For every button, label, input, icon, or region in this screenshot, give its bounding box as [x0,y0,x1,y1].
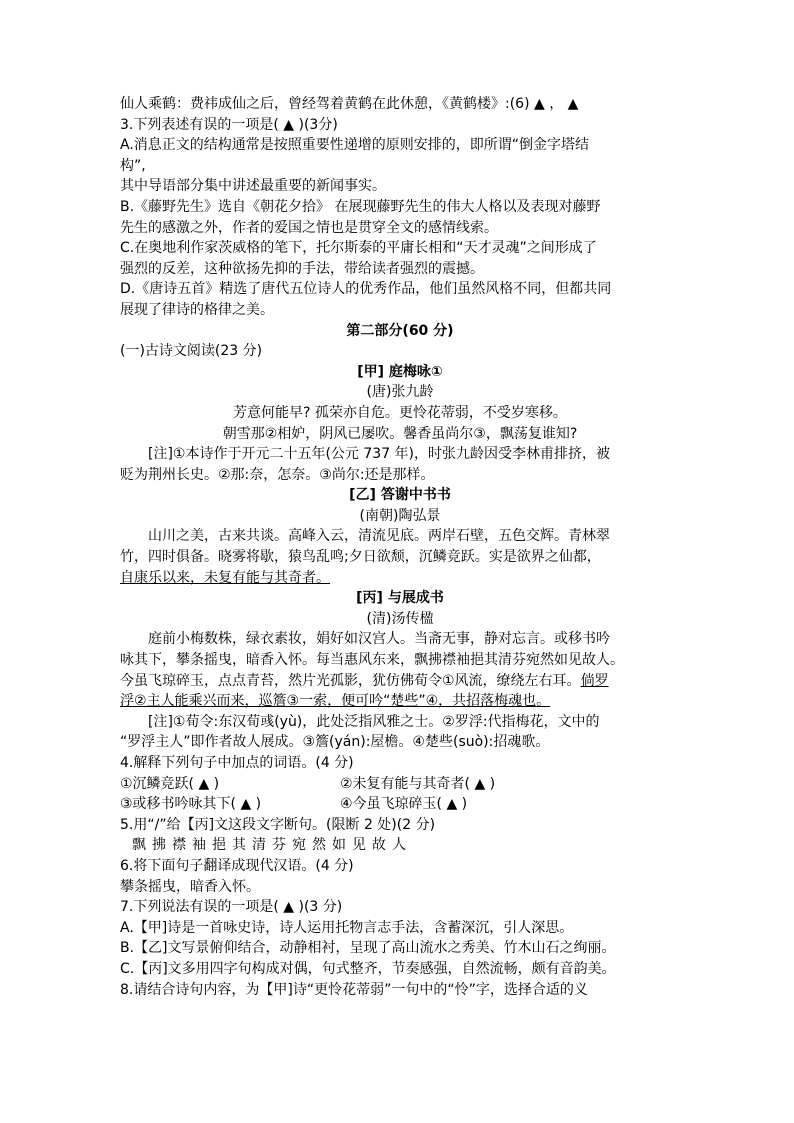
option-c: C.在奥地利作家茨威格的笔下，托尔斯泰的平庸长相和“天才灵魂”之间形成了 [120,240,597,257]
question-6-text: 攀条摇曳，暗香入怀。 [120,878,260,895]
q4-item-3: ③或移书吟咏其下( ▲ ) [120,796,262,813]
text-c-para: 咏其下，攀条摇曳，暗香入怀。每当惠风东来，飘拂襟袖挹其清芬宛然如见故人。 [120,652,624,669]
poem-note-cont: 贬为荆州长史。②那:奈，怎奈。③尚尔:还是那样。 [120,466,435,483]
q7-option-b: B.【乙]文写景俯仰结合，动静相衬，呈现了高山流水之秀美、竹木山石之绚丽。 [120,940,616,957]
question-4: 4.解释下列句子中加点的词语。(4 分) [120,755,354,771]
text-c-title: [丙] 与展成书 [356,590,444,607]
text-b-title: [乙] 答谢中书书 [349,487,451,504]
text-c-underlined: 倘罗 [580,672,609,689]
question-2-continued: 仙人乘鹤：费祎成仙之后，曾经驾着黄鹤在此休憩，《黄鹤楼》:(6) ▲ ， ▲ [120,96,579,112]
option-b-cont: 先生的感激之外，作者的爱国之情也是贯穿全文的感情线索。 [120,219,498,236]
text-c-author: (清)汤传楹 [366,610,434,627]
poem-title: [甲] 庭梅咏① [357,363,443,380]
question-4-items [120,774,680,795]
option-b: B.《藤野先生》选自《朝花夕拾》 在展现藤野先生的伟大人格以及表现对藤野 [120,198,601,215]
option-a-cont: 构”, [120,157,146,174]
poem-note: [注]①本诗作于开元二十五年(公元 737 年)，时张九龄因受李林甫排挤，被 [148,446,611,463]
poem-line: 芳意何能早? 孤荣亦自危。更怜花蒂弱，不受岁寒移。 [233,404,567,421]
poem-line: 朝雪那②相妒，阴风已屡吹。馨香虽尚尔③，飘荡复谁知? [222,425,578,442]
text-b-para: 山川之美，古来共谈。高峰入云，清流见底。两岸石壁，五色交辉。青林翠 [148,528,610,545]
text-c-underlined: 浮②主人能乘兴而来，巡簷③一索，便可吟“楚些”④，共招落梅魂也。 [120,693,551,710]
section-heading: 第二部分(60 分) [346,322,454,339]
question-5: 5.用“/”给【丙]文这段文字断句。(限断 2 处)(2 分) [120,816,436,833]
text-b-para: 竹，四时俱备。晓雾将歇，猿鸟乱鸣;夕日欲颓，沉鳞竞跃。实是欲界之仙都， [120,549,601,566]
question-7: 7.下列说法有误的一项是( ▲ )(3 分) [120,899,343,916]
subsection-heading: (一)古诗文阅读(23 分) [120,343,263,360]
q4-item-1: ①沉鳞竞跃( ▲ ) [120,775,220,792]
poem-author: (唐)张九龄 [366,384,434,401]
question-6: 6.将下面句子翻译成现代汉语。(4 分) [120,857,354,874]
question-5-text: 飘拂襟袖挹其清芬宛然如见故人 [132,837,412,854]
text-c-note: [注]①荀令:东汉荀彧(yù)，此处泛指风雅之士。②罗浮:代指梅花，文中的 [148,713,600,730]
q7-option-a: A.【甲]诗是一首咏史诗，诗人运用托物言志手法，含蓄深沉，引人深思。 [120,919,574,936]
option-a: A.消息正文的结构通常是按照重要性递增的原则安排的，即所谓“倒金字塔结 [120,137,590,154]
text-c-para [120,671,680,692]
text-line [120,94,680,115]
question-8: 8.请结合诗句内容，为【甲]诗“更怜花蒂弱”一句中的“怜”字，选择合适的义 [120,981,588,998]
option-d-cont: 展现了律诗的格律之美。 [120,301,274,318]
text-c-para: 庭前小梅数株，绿衣素妆，娟好如汉宫人。当斋无事，静对忘言。或移书吟 [148,631,610,648]
question-4-items [120,794,680,815]
question-3: 3.下列表述有误的一项是( ▲ )(3分) [120,116,338,133]
text-c-sentence: 今虽飞琼碎玉，点点青苔，然片光孤影，犹仿佛荀令①风流，缭绕左右耳。 [120,672,581,689]
q4-item-2: ②未复有能与其奇者( ▲ ) [340,775,496,792]
text-c-note-cont: “罗浮主人”即作者故人展成。③簷(yán):屋檐。④楚些(suò):招魂歌。 [120,734,550,751]
option-a-cont: 其中导语部分集中讲述最重要的新闻事实。 [120,178,386,195]
document-body [120,94,680,1000]
text-b-underlined: 自康乐以来，未复有能与其奇者。 [120,569,330,586]
q4-item-4: ④今虽飞琼碎玉( ▲ ) [340,796,468,813]
q7-option-c: C.【丙]文多用四字句构成对偶，句式整齐，节奏感强，自然流畅，颇有音韵美。 [120,960,616,977]
option-d: D.《唐诗五首》精选了唐代五位诗人的优秀作品，他们虽然风格不同，但都共同 [120,281,612,298]
text-b-author: (南朝)陶弘景 [359,507,441,524]
option-c-cont: 强烈的反差，这种欲扬先抑的手法，带给读者强烈的震撼。 [120,260,484,277]
